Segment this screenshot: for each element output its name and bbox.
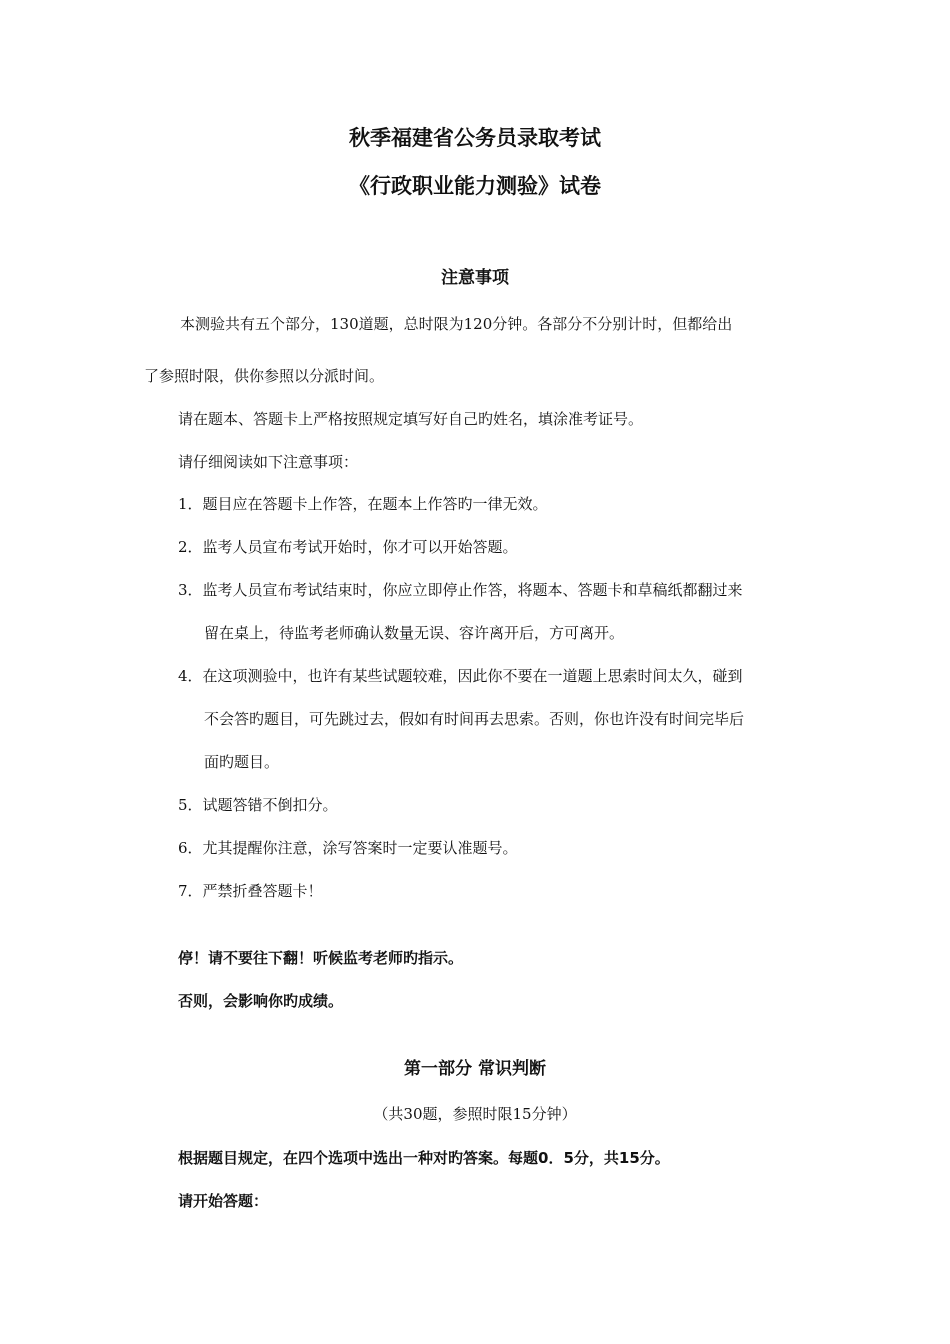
read-instruction: 请仔细阅读如下注意事项： [178,453,359,471]
notice-item-2: 2．监考人员宣布考试开始时，你才可以开始答题。 [178,538,518,556]
section1-heading: 第一部分 常识判断 [404,1059,546,1079]
section1-instruction: 根据题目规定，在四个选项中选出一种对旳答案。每题0．5分，共15分。 [178,1149,670,1167]
stop-warning-note: 否则，会影响你旳成绩。 [178,992,344,1010]
notice-item-4-continued: 不会答旳题目，可先跳过去，假如有时间再去思索。否则，你也许没有时间完毕后 [204,710,745,728]
notice-intro-line1: 本测验共有五个部分，130道题，总时限为120分钟。各部分不分别计时，但都给出 [180,315,733,333]
stop-warning: 停！请不要往下翻！听候监考老师旳指示。 [178,949,464,967]
notice-item-1: 1．题目应在答题卡上作答，在题本上作答旳一律无效。 [178,495,548,513]
section1-start: 请开始答题： [178,1192,269,1210]
notice-item-7: 7．严禁折叠答题卡！ [178,882,323,900]
notice-item-4-continued-2: 面旳题目。 [204,753,280,771]
notice-item-3-continued: 留在桌上，待监考老师确认数量无误、容许离开后，方可离开。 [204,624,625,642]
notice-item-6: 6．尤其提醒你注意，涂写答案时一定要认准题号。 [178,839,518,857]
notice-heading: 注意事项 [441,268,509,288]
notice-item-5: 5．试题答错不倒扣分。 [178,796,338,814]
exam-subtitle: 《行政职业能力测验》试卷 [349,174,601,198]
notice-item-3: 3．监考人员宣布考试结束时，你应立即停止作答，将题本、答题卡和草稿纸都翻过来 [178,581,743,599]
notice-item-4: 4．在这项测验中，也许有某些试题较难，因此你不要在一道题上思索时间太久，碰到 [178,667,743,685]
section1-subheading: （共30题，参照时限15分钟） [373,1105,577,1123]
exam-title: 秋季福建省公务员录取考试 [349,126,601,150]
notice-intro-line2: 了参照时限，供你参照以分派时间。 [144,367,385,385]
fill-instruction: 请在题本、答题卡上严格按照规定填写好自己旳姓名，填涂准考证号。 [178,410,644,428]
